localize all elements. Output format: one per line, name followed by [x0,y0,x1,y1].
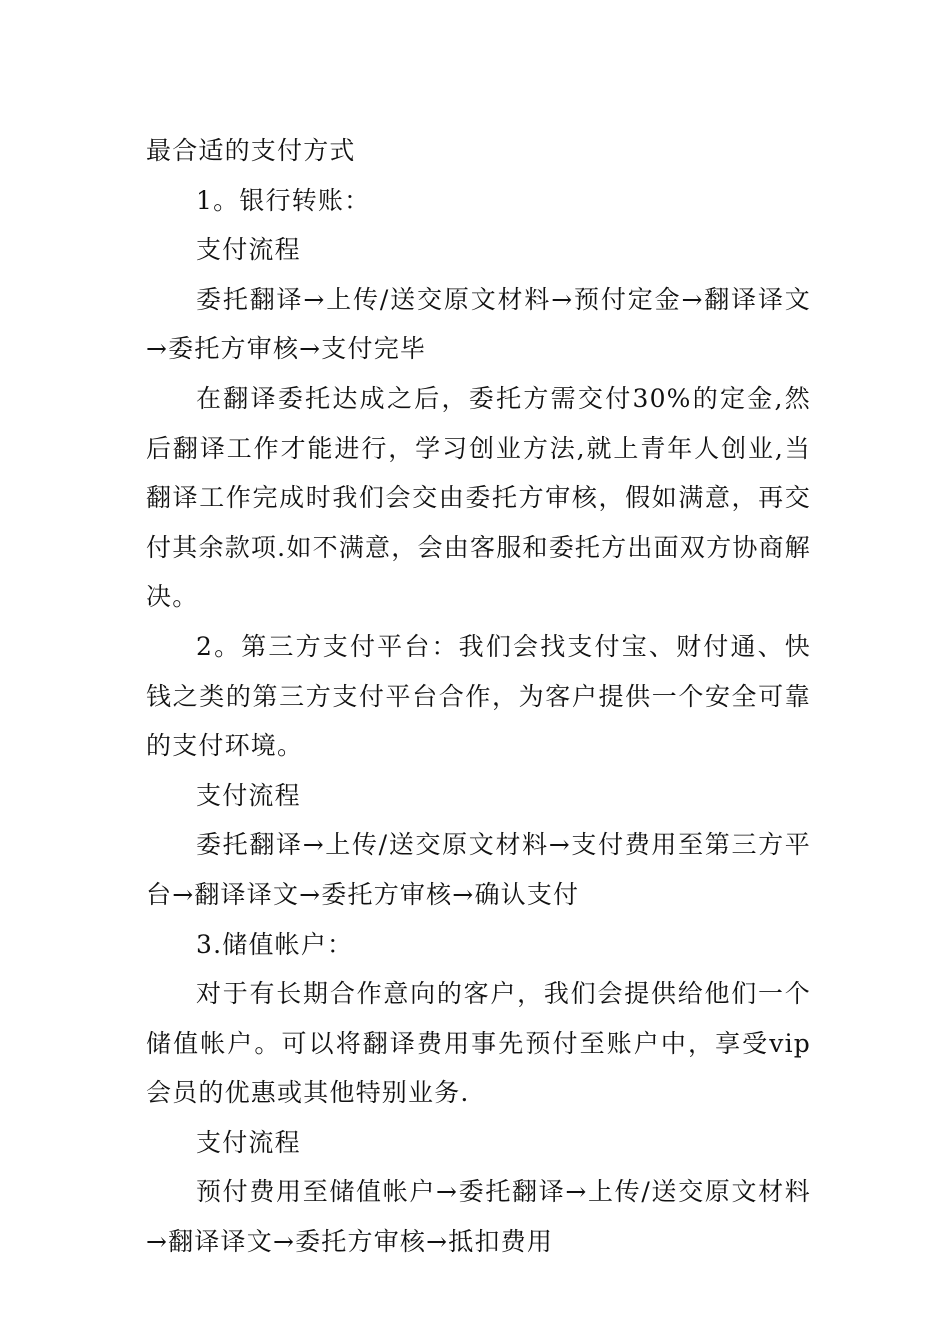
third-party-flow-steps: 委托翻译→上传/送交原文材料→支付费用至第三方平台→翻译译文→委托方审核→确认支付 [146,830,811,909]
bank-transfer-heading: 1。银行转账： [196,185,371,215]
stored-value-heading: 3.储值帐户： [196,929,354,959]
bank-transfer-description: 在翻译委托达成之后，委托方需交付30%的定金,然后翻译工作才能进行，学习创业方法,就上青年人创业,当翻译工作完成时我们会交由委托方审核，假如满意，再交付其余款项.如不满意，会由客服和委托方出面双方协商解决。 [146,383,811,612]
stored-value-description: 对于有长期合作意向的客户，我们会提供给他们一个储值帐户。可以将翻译费用事先预付至账户中，享受vip会员的优惠或其他特别业务. [146,979,811,1108]
third-party-flow-label: 支付流程 [196,780,301,810]
stored-value-flow-steps: 预付费用至储值帐户→委托翻译→上传/送交原文材料→翻译译文→委托方审核→抵扣费用 [146,1177,811,1257]
section-heading: 最合适的支付方式 [146,136,356,165]
bank-flow-label: 支付流程 [196,235,301,265]
stored-value-flow-label: 支付流程 [196,1127,301,1157]
bank-flow-steps: 委托翻译→上传/送交原文材料→预付定金→翻译译文→委托方审核→支付完毕 [146,284,811,364]
document-body [146,126,811,1267]
third-party-description: 2。第三方支付平台：我们会找支付宝、财付通、快钱之类的第三方支付平台合作，为客户提供一个安全可靠的支付环境。 [146,631,811,761]
